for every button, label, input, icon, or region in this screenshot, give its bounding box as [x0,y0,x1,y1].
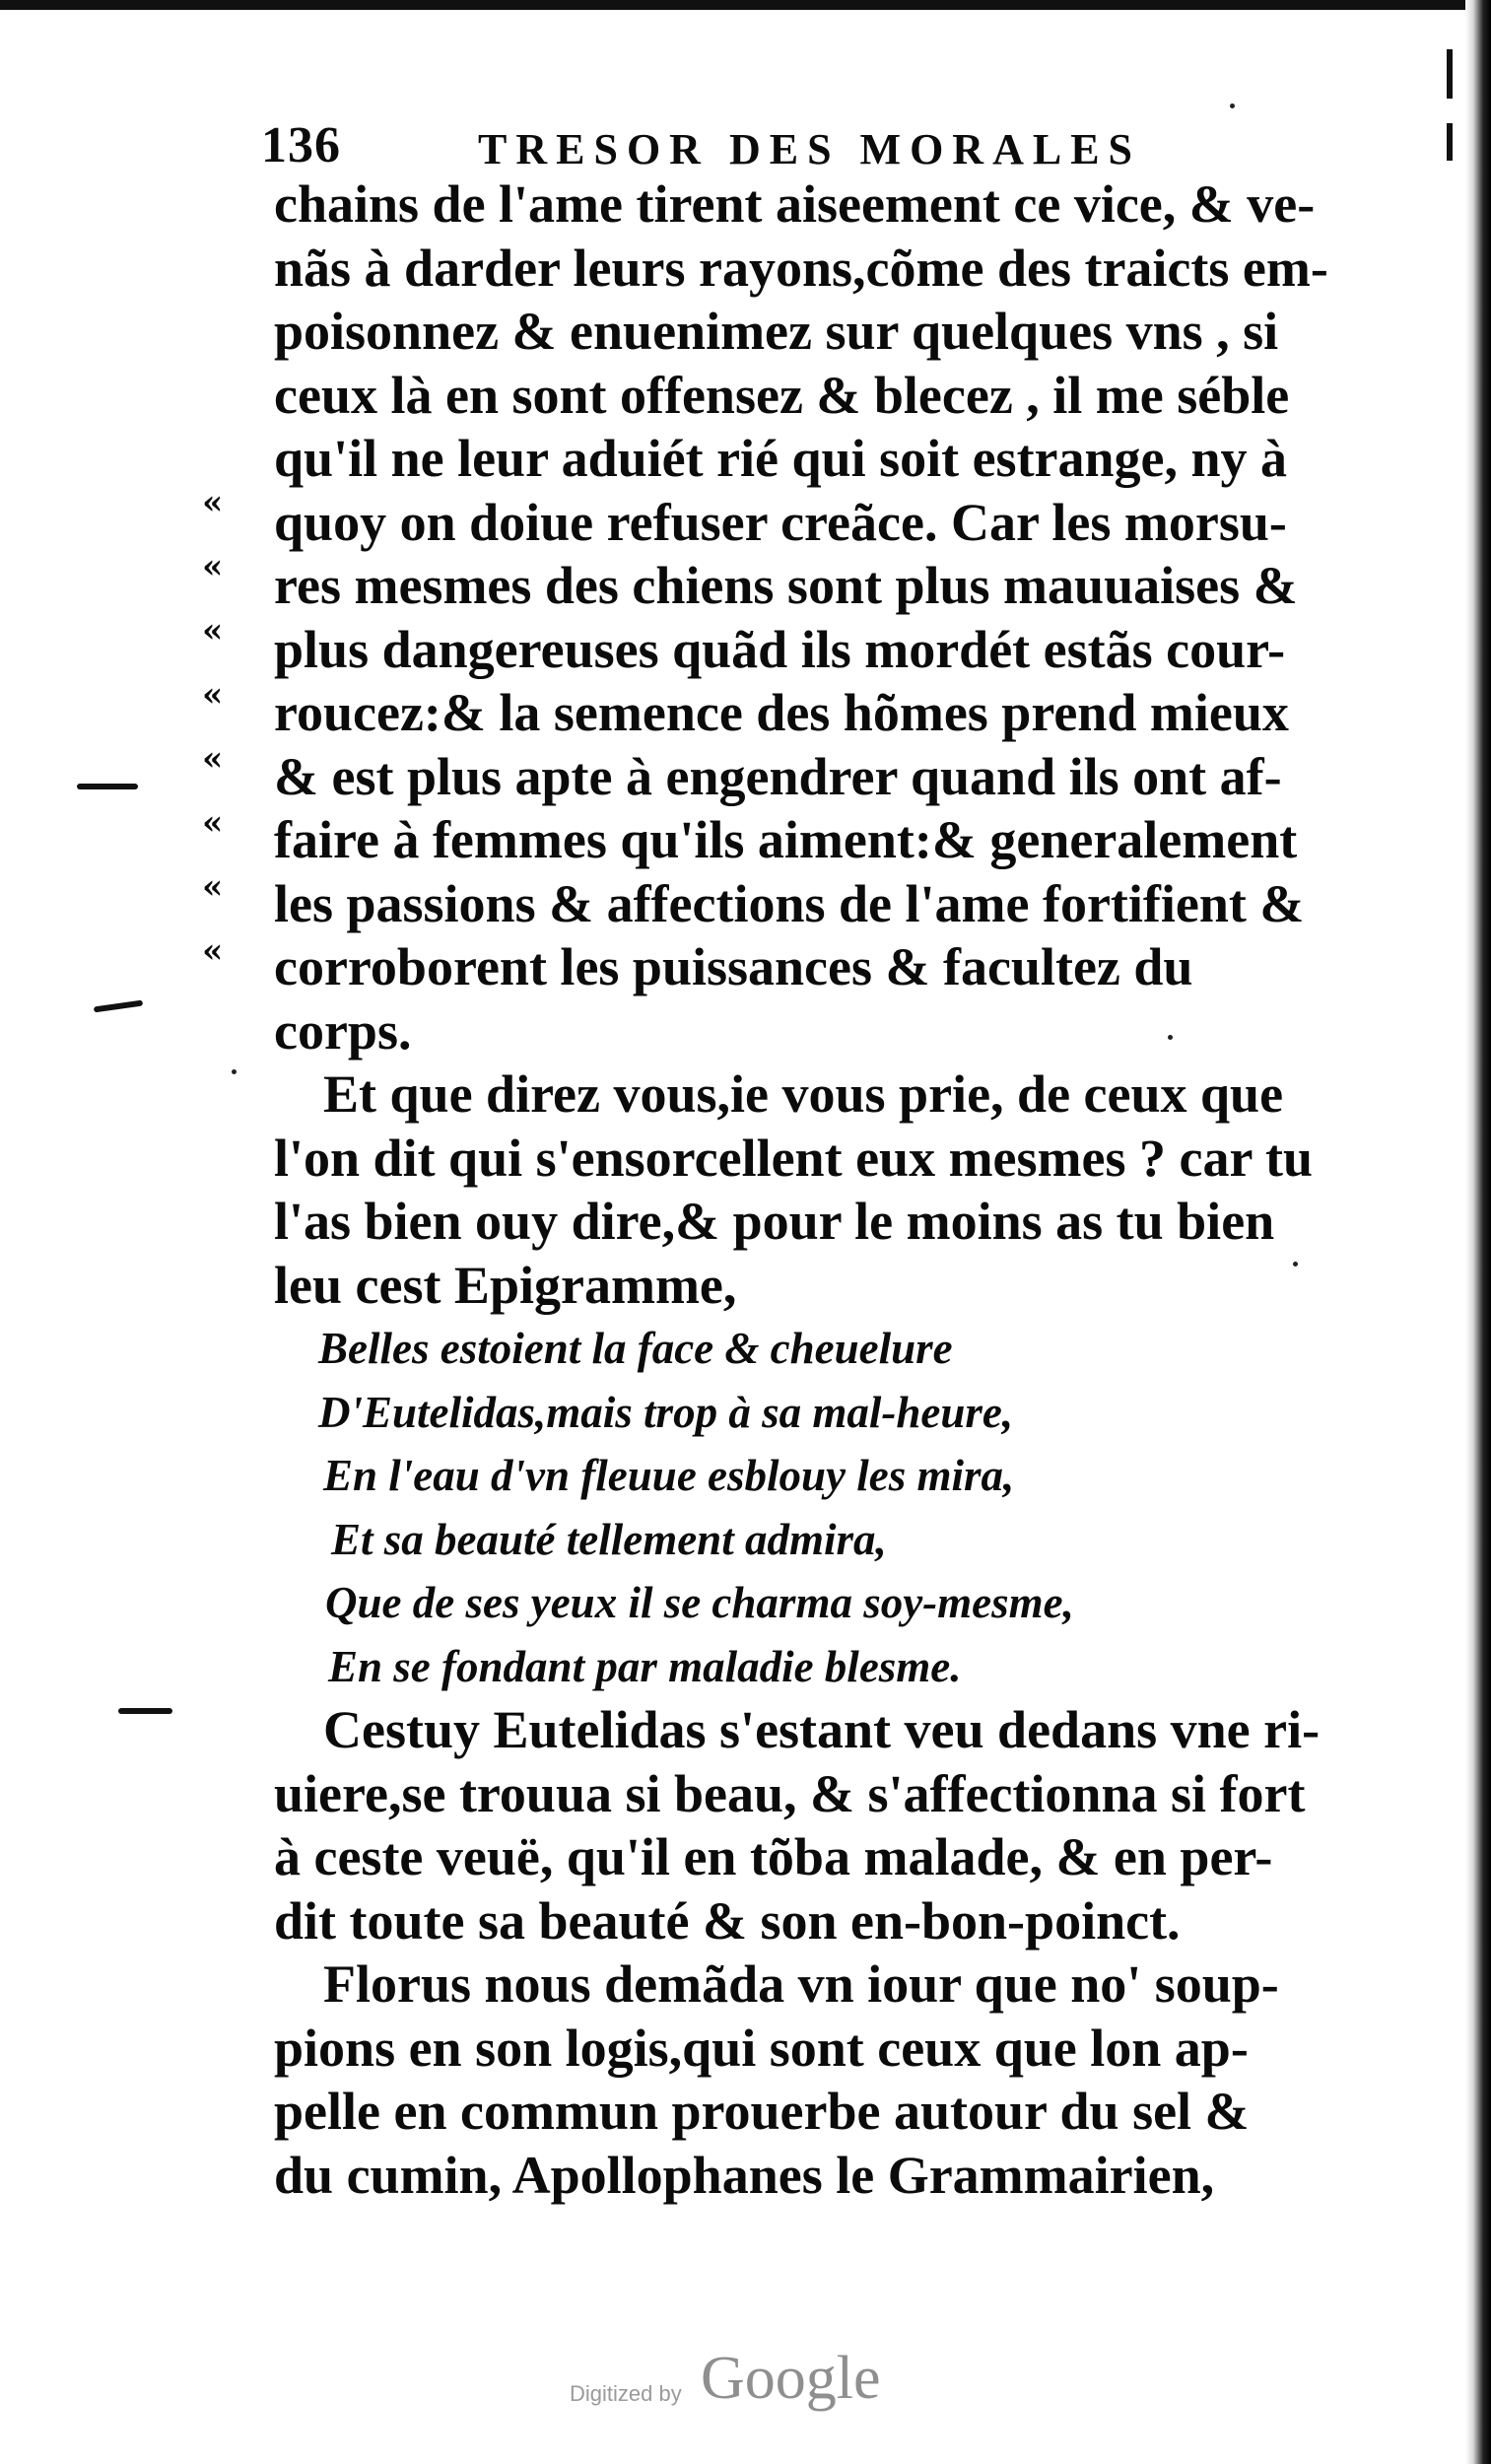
text-line: pelle en commun prouerbe autour du sel & [274,2082,1250,2141]
text-line: les passions & affections de l'ame fortifient & [274,873,1305,933]
margin-dash [118,1708,172,1714]
quote-mark: « [202,675,224,715]
quote-mark: « [202,931,224,971]
page-number: 136 [261,117,341,173]
margin-dash [77,784,138,789]
verse-line: Que de ses yeux il se charma soy-mesme, [325,1578,1074,1627]
text-line: poisonnez & enuenimez sur quelques vns , si [274,302,1279,361]
google-logo: Google [701,2345,881,2412]
verse-line: D'Eutelidas,mais trop à sa mal-heure, [318,1387,1014,1437]
text-line: pions en son logis,qui sont ceux que lon ap- [274,2018,1249,2078]
quote-mark: « [202,803,224,843]
verse-line: Belles estoient la face & cheuelure [318,1324,953,1373]
text-line: faire à femmes qu'ils aiment:& generalement [274,810,1298,869]
paper-speck [1230,103,1235,108]
verse-line: Et sa beauté tellement admira, [331,1514,887,1564]
text-line: Cestuy Eutelidas s'estant veu dedans vne ri- [323,1700,1321,1759]
text-line: à ceste veuë, qu'il en tõba malade, & en per- [274,1827,1273,1886]
text-line: qu'il ne leur aduiét rié qui soit estrange, ny à [274,429,1288,488]
running-head: TRESOR DES MORALES [478,125,1142,173]
paper-speck [232,1069,237,1074]
quote-mark: « [202,611,224,650]
text-line: chains de l'ame tirent aiseement ce vice, & ve- [274,174,1316,234]
text-line: l'as bien ouy dire,& pour le moins as tu bien [274,1192,1275,1251]
text-line: Florus nous demãda vn iour que no' soup- [323,1954,1279,2014]
text-line: du cumin, Apollophanes le Grammairien, [274,2145,1215,2205]
text-line: roucez:& la semence des hõmes prend mieux [274,683,1289,742]
quote-mark: « [202,867,224,907]
watermark-prefix: Digitized by [570,2381,682,2406]
page-body-text [274,172,1328,2207]
quote-mark: « [202,739,224,779]
top-page-edge [0,0,1491,10]
text-line: Et que direz vous,ie vous prie, de ceux que [323,1064,1284,1124]
text-line: corps. [274,1000,412,1061]
right-page-edge [1465,0,1491,2464]
text-line: plus dangereuses quãd ils mordét estãs cour- [274,619,1286,679]
text-line: nãs à darder leurs rayons,cõme des traicts em- [274,238,1328,298]
edge-mark [1447,49,1453,99]
margin-quote-marks [202,471,261,984]
margin-dash [94,1000,143,1013]
text-line: res mesmes des chiens sont plus mauuaises & [274,556,1298,615]
digitized-by-watermark [570,2344,924,2423]
edge-mark [1447,123,1453,161]
text-line: ceux là en sont offensez & blecez , il me séble [274,365,1290,425]
text-line: leu cest Epigramme, [274,1255,737,1315]
verse-line: En l'eau d'vn fleuue esblouy les mira, [323,1451,1015,1500]
verse-line: En se fondant par maladie blesme. [328,1641,962,1691]
text-line: corroborent les puissances & facultez du [274,937,1193,996]
text-line: uiere,se trouua si beau, & s'affectionna si fort [274,1763,1306,1823]
quote-mark: « [202,547,224,586]
text-line: & est plus apte à engendrer quand ils ont af- [274,746,1282,806]
text-line: quoy on doiue refuser creãce. Car les morsu- [274,492,1287,552]
text-line: l'on dit qui s'ensorcellent eux mesmes ? car tu [274,1128,1313,1188]
text-line: dit toute sa beauté & son en-bon-poinct. [274,1890,1181,1951]
quote-mark: « [202,483,224,522]
